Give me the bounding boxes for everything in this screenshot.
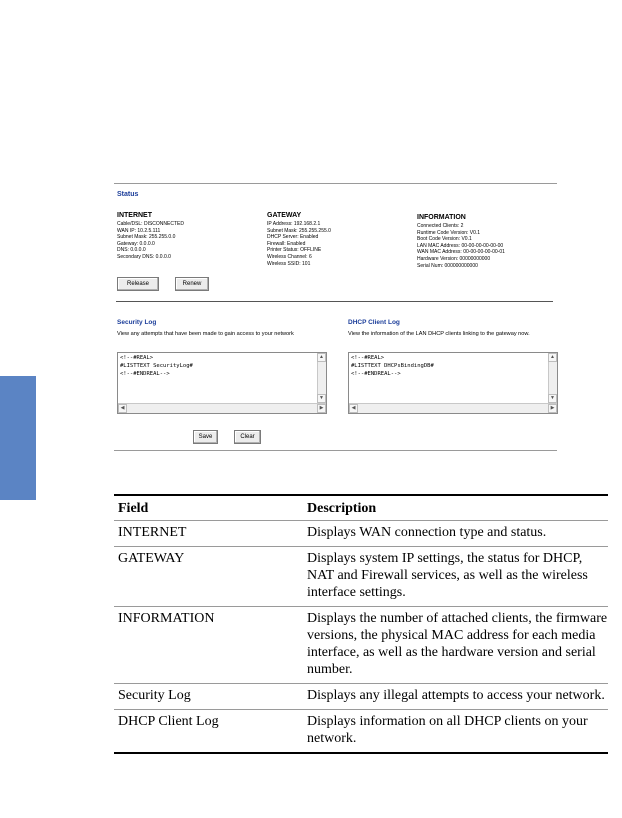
- gateway-panel: [267, 212, 331, 267]
- gateway-line: DHCP Server: Enabled: [267, 234, 319, 241]
- description-column-header: Description: [303, 495, 608, 521]
- internet-line: Secondary DNS: 0.0.0.0: [117, 253, 171, 260]
- field-cell: GATEWAY: [114, 547, 303, 607]
- gateway-line: Subnet Mask: 255.255.255.0: [267, 227, 331, 234]
- scroll-left-icon[interactable]: ◀: [118, 404, 127, 413]
- information-line: LAN MAC Address: 00-00-00-00-00-00: [417, 242, 504, 249]
- dhcp-log-desc: View the information of the LAN DHCP clients linking to the gateway now.: [348, 331, 530, 337]
- internet-line: DNS: 0.0.0.0: [117, 247, 146, 254]
- security-log-content: <!--#REAL> #LISTTEXT SecurityLog# <!--#ENDREAL-->: [120, 355, 193, 377]
- dhcp-log-content: <!--#REAL> #LISTTEXT DHCPsBindingDB# <!--#ENDREAL-->: [351, 355, 434, 377]
- field-cell: Security Log: [114, 684, 303, 710]
- security-log-horizontal-scrollbar[interactable]: [118, 403, 326, 413]
- table-row: [114, 547, 608, 607]
- information-line: Runtime Code Version: V0.1: [417, 229, 481, 236]
- renew-button[interactable]: Renew: [175, 277, 209, 291]
- security-log-vertical-scrollbar[interactable]: [317, 353, 326, 403]
- table-row: [114, 521, 608, 547]
- security-log-desc: View any attempts that have been made to gain access to your network: [117, 331, 294, 337]
- description-cell: Displays WAN connection type and status.: [303, 521, 608, 547]
- internet-line: Cable/DSL: DISCONNECTED: [117, 221, 184, 227]
- information-line: Serial Num: 000000000000: [417, 262, 478, 269]
- description-cell: Displays the number of attached clients, the firmware versions, the physical MAC address for each media interface, as well as the hardware version and serial number.: [303, 607, 608, 684]
- gateway-line: IP Address: 192.168.2.1: [267, 221, 321, 227]
- field-column-header: Field: [114, 495, 303, 521]
- internet-line: WAN IP: 10.2.5.111: [117, 227, 161, 234]
- status-screenshot: [114, 183, 557, 451]
- description-cell: Displays any illegal attempts to access your network.: [303, 684, 608, 710]
- scroll-down-icon[interactable]: ▼: [317, 394, 326, 403]
- scroll-up-icon[interactable]: ▲: [548, 353, 557, 362]
- table-row: [114, 710, 608, 754]
- dhcp-log-textarea[interactable]: [348, 352, 558, 414]
- table-row: [114, 684, 608, 710]
- field-cell: INFORMATION: [114, 607, 303, 684]
- scroll-right-icon[interactable]: ▶: [548, 404, 557, 413]
- scroll-up-icon[interactable]: ▲: [317, 353, 326, 362]
- description-cell: Displays system IP settings, the status for DHCP, NAT and Firewall services, as well as the wireless interface settings.: [303, 547, 608, 607]
- gateway-line: Wireless Channel: 6: [267, 253, 312, 260]
- scroll-down-icon[interactable]: ▼: [548, 394, 557, 403]
- scroll-right-icon[interactable]: ▶: [317, 404, 326, 413]
- field-cell: DHCP Client Log: [114, 710, 303, 754]
- gateway-heading: GATEWAY: [267, 212, 302, 219]
- save-button[interactable]: Save: [193, 430, 218, 444]
- information-line: WAN MAC Address: 00-00-00-00-00-01: [417, 249, 505, 256]
- security-log-title: Security Log: [117, 319, 157, 326]
- section-divider: [116, 301, 553, 302]
- gateway-line: Wireless SSID: 101: [267, 260, 311, 267]
- information-line: Connected Clients: 2: [417, 223, 464, 229]
- internet-line: Gateway: 0.0.0.0: [117, 240, 155, 247]
- field-description-table: [114, 494, 608, 754]
- table-row: [114, 607, 608, 684]
- security-log-textarea[interactable]: [117, 352, 327, 414]
- gateway-line: Printer Status: OFFLINE: [267, 247, 322, 254]
- table-header-row: [114, 495, 608, 521]
- internet-panel: [117, 212, 184, 261]
- gateway-line: Firewall: Enabled: [267, 240, 306, 247]
- scroll-left-icon[interactable]: ◀: [349, 404, 358, 413]
- description-cell: Displays information on all DHCP clients on your network.: [303, 710, 608, 754]
- dhcp-log-title: DHCP Client Log: [348, 319, 400, 326]
- internet-heading: INTERNET: [117, 212, 152, 219]
- section-tab-marker: [0, 376, 36, 500]
- field-cell: INTERNET: [114, 521, 303, 547]
- clear-button[interactable]: Clear: [234, 430, 261, 444]
- information-heading: INFORMATION: [417, 214, 466, 221]
- internet-line: Subnet Mask: 255.255.0.0: [117, 234, 176, 241]
- information-line: Boot Code Version: V0.1: [417, 236, 472, 243]
- status-title: Status: [117, 191, 139, 198]
- dhcp-log-vertical-scrollbar[interactable]: [548, 353, 557, 403]
- release-button[interactable]: Release: [117, 277, 159, 291]
- information-line: Hardware Version: 00000000000: [417, 255, 491, 262]
- information-panel: [417, 214, 505, 269]
- dhcp-log-horizontal-scrollbar[interactable]: [349, 403, 557, 413]
